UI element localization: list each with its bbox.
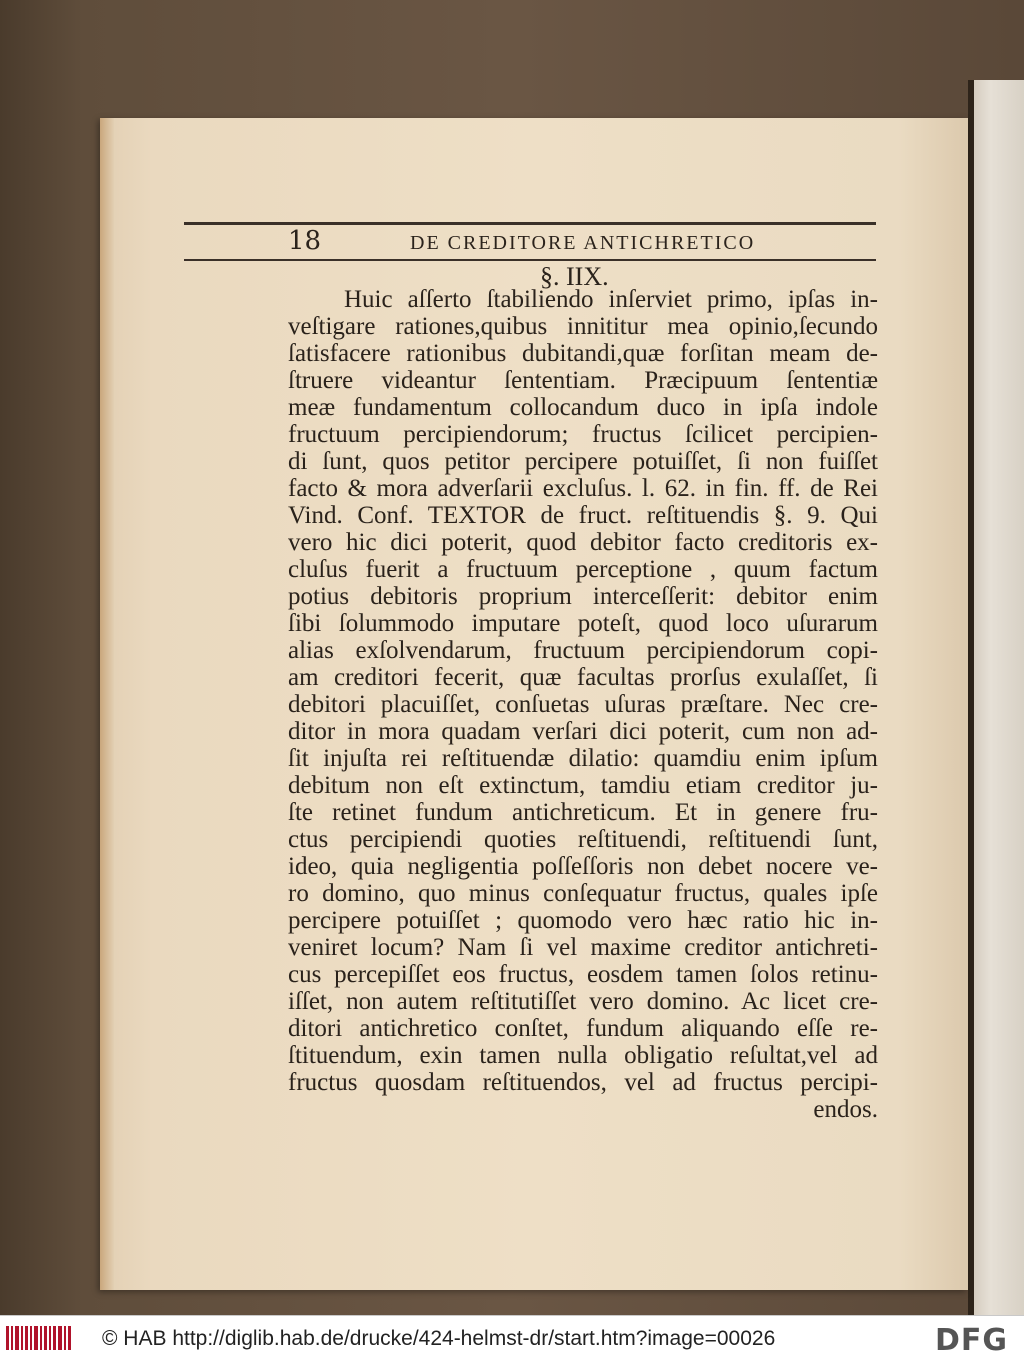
text-line: ſatisfacere rationibus dubitandi,quæ forſitan meam de-: [288, 340, 878, 367]
viewer-footer: [0, 1315, 1024, 1361]
text-line: am creditori fecerit, quæ facultas prorſus exulaſſet, ſi: [288, 664, 878, 691]
text-line: ditor in mora quadam verſari dici poterit, cum non ad-: [288, 718, 878, 745]
header-rule-top: [184, 222, 876, 225]
text-line: endos.: [813, 1096, 878, 1123]
text-line: percipere potuiſſet ; quomodo vero hæc ratio hic in-: [288, 907, 878, 934]
text-line: di ſunt, quos petitor percipere potuiſſet, ſi non fuiſſet: [288, 448, 878, 475]
text-line: vero hic dici poterit, quod debitor facto creditoris ex-: [288, 529, 878, 556]
binding-fold: [968, 80, 974, 1315]
running-head: DE CREDITORE ANTICHRETICO: [410, 232, 756, 254]
text-line: ro domino, quo minus conſequatur fructus, quales ipſe: [288, 880, 878, 907]
copyright-link[interactable]: © HAB http://diglib.hab.de/drucke/424-helmst-dr/start.htm?image=00026: [102, 1327, 776, 1350]
text-line: debitum non eſt extinctum, tamdiu etiam creditor ju-: [288, 772, 878, 799]
section-heading: §. IIX.: [540, 262, 609, 291]
text-line: fructuum percipiendorum; fructus ſcilicet percipien-: [288, 421, 878, 448]
text-line: Vind. Conf. TEXTOR de fruct. reſtituendis §. 9. Qui: [288, 502, 878, 529]
text-line: Huic aſſerto ſtabiliendo inſerviet primo, ipſas in-: [344, 286, 878, 313]
text-line: ideo, quia negligentia poſſeſſoris non debet nocere ve-: [288, 853, 878, 880]
text-line: ſtituendum, exin tamen nulla obligatio reſultat,vel ad: [288, 1042, 878, 1069]
text-line: fructus quosdam reſtituendos, vel ad fructus percipi-: [288, 1069, 878, 1096]
text-line: veſtigare rationes,quibus innititur mea opinio,ſecundo: [288, 313, 878, 340]
text-line: facto & mora adverſarii excluſus. l. 62. in fin. ff. de Rei: [288, 475, 878, 502]
text-line: cus percepiſſet eos fructus, eosdem tamen ſolos retinu-: [288, 961, 878, 988]
body-text: [288, 286, 878, 1123]
hab-logo-icon[interactable]: [6, 1326, 73, 1350]
text-line: debitori placuiſſet, conſuetas uſuras præſtare. Nec cre-: [288, 691, 878, 718]
text-line: potius debitoris proprium interceſſerit: debitor enim: [288, 583, 878, 610]
text-line: veniret locum? Nam ſi vel maxime creditor antichreti-: [288, 934, 878, 961]
dfg-logo[interactable]: DFG: [935, 1323, 1009, 1358]
text-line: ſibi ſolummodo imputare poteſt, quod loco uſurarum: [288, 610, 878, 637]
text-line: ſit injuſta rei reſtituendæ dilatio: quamdiu enim ipſum: [288, 745, 878, 772]
adjacent-page-edge: [968, 80, 1024, 1315]
text-line: iſſet, non autem reſtitutiſſet vero domino. Ac licet cre-: [288, 988, 878, 1015]
text-line: meæ fundamentum collocandum duco in ipſa indole: [288, 394, 878, 421]
page-edge: [100, 118, 114, 1290]
text-line: alias exſolvendarum, fructuum percipiendorum copi-: [288, 637, 878, 664]
text-line: ſtruere videantur ſententiam. Præcipuum ſententiæ: [288, 367, 878, 394]
header-rule-bottom: [184, 259, 876, 261]
text-line: cluſus fuerit a fructuum perceptione , quum factum: [288, 556, 878, 583]
page-number: 18: [288, 226, 322, 256]
text-line: ditori antichretico conſtet, fundum aliquando eſſe re-: [288, 1015, 878, 1042]
text-line: ſte retinet fundum antichreticum. Et in genere fru-: [288, 799, 878, 826]
text-line: ctus percipiendi quoties reſtituendi, reſtituendi ſunt,: [288, 826, 878, 853]
